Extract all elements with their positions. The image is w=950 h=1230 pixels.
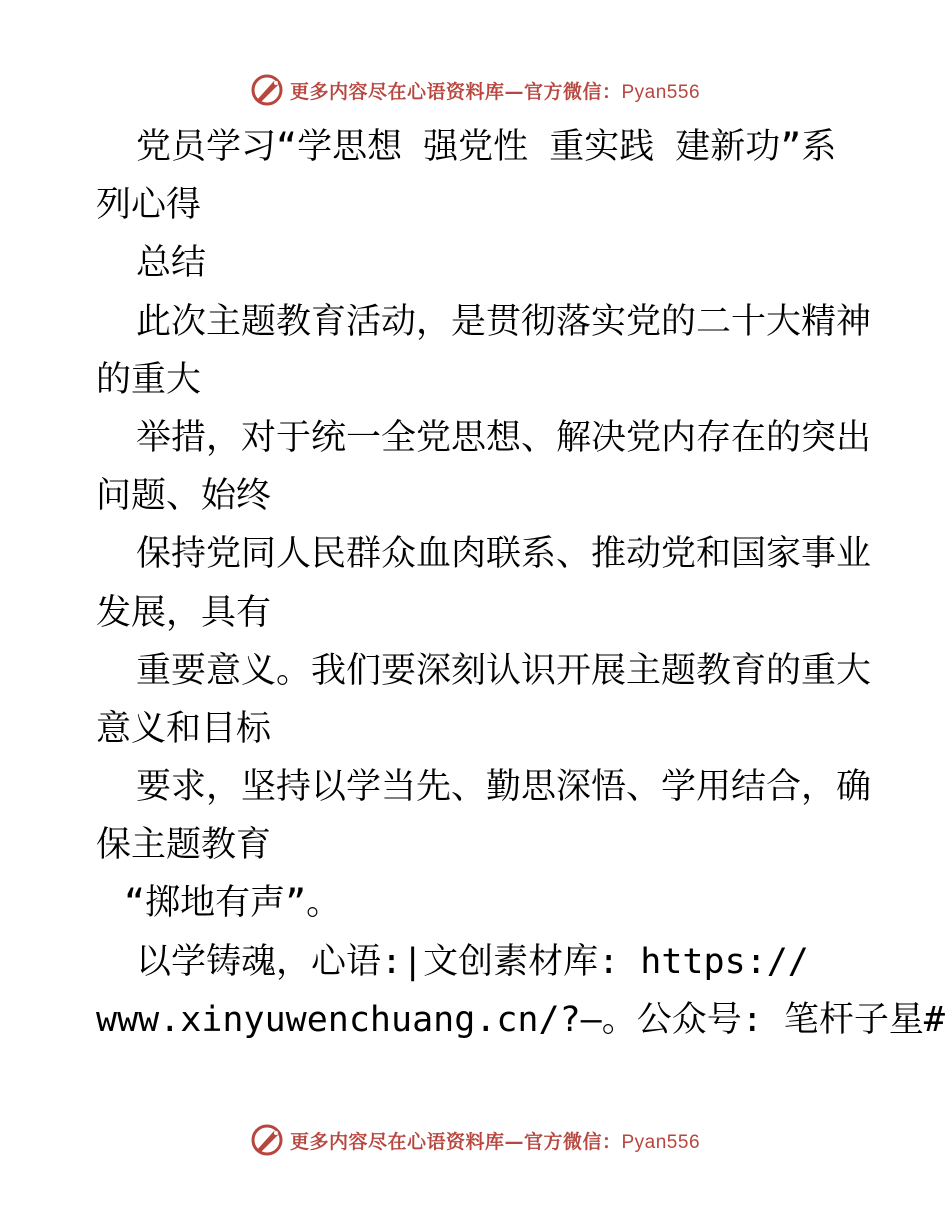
text-line: 以学铸魂，心语:|文创素材库: https:// <box>136 941 809 982</box>
text-line: 举措，对于统一全党思想、解决党内存在的突出 <box>136 417 872 458</box>
text-line: 的重大 <box>96 359 202 400</box>
text-line: 问题、始终 <box>96 476 272 517</box>
watermark-text: 更多内容尽在心语资料库—官方微信：Pyan556 <box>289 1130 701 1153</box>
text-line: 保持党同人民群众血肉联系、推动党和国家事业 <box>136 534 872 575</box>
pen-logo-icon <box>250 1123 284 1157</box>
text-line: 总结 <box>136 243 207 284</box>
text-line: www.xinyuwenchuang.cn/?—。公众号: 笔杆子星# <box>96 999 945 1040</box>
text-line: 此次主题教育活动，是贯彻落实党的二十大精神 <box>136 301 872 342</box>
text-line: 重要意义。我们要深刻认识开展主题教育的重大 <box>136 650 872 691</box>
text-line: 要求，坚持以学当先、勤思深悟、学用结合，确 <box>136 767 872 808</box>
watermark-text: 更多内容尽在心语资料库—官方微信：Pyan556 <box>289 80 701 103</box>
text-line: 意义和目标 <box>96 708 272 749</box>
text-line: 保主题教育 <box>96 825 272 866</box>
pen-logo-icon <box>250 73 284 107</box>
text-line: “掷地有声”。 <box>124 883 342 924</box>
watermark-header <box>0 70 950 110</box>
watermark-footer <box>0 1120 950 1160</box>
text-line: 列心得 <box>96 185 202 226</box>
text-line: 发展，具有 <box>96 592 272 633</box>
text-line: 党员学习“学思想 强党性 重实践 建新功”系 <box>136 127 837 167</box>
document-body <box>96 118 945 1049</box>
